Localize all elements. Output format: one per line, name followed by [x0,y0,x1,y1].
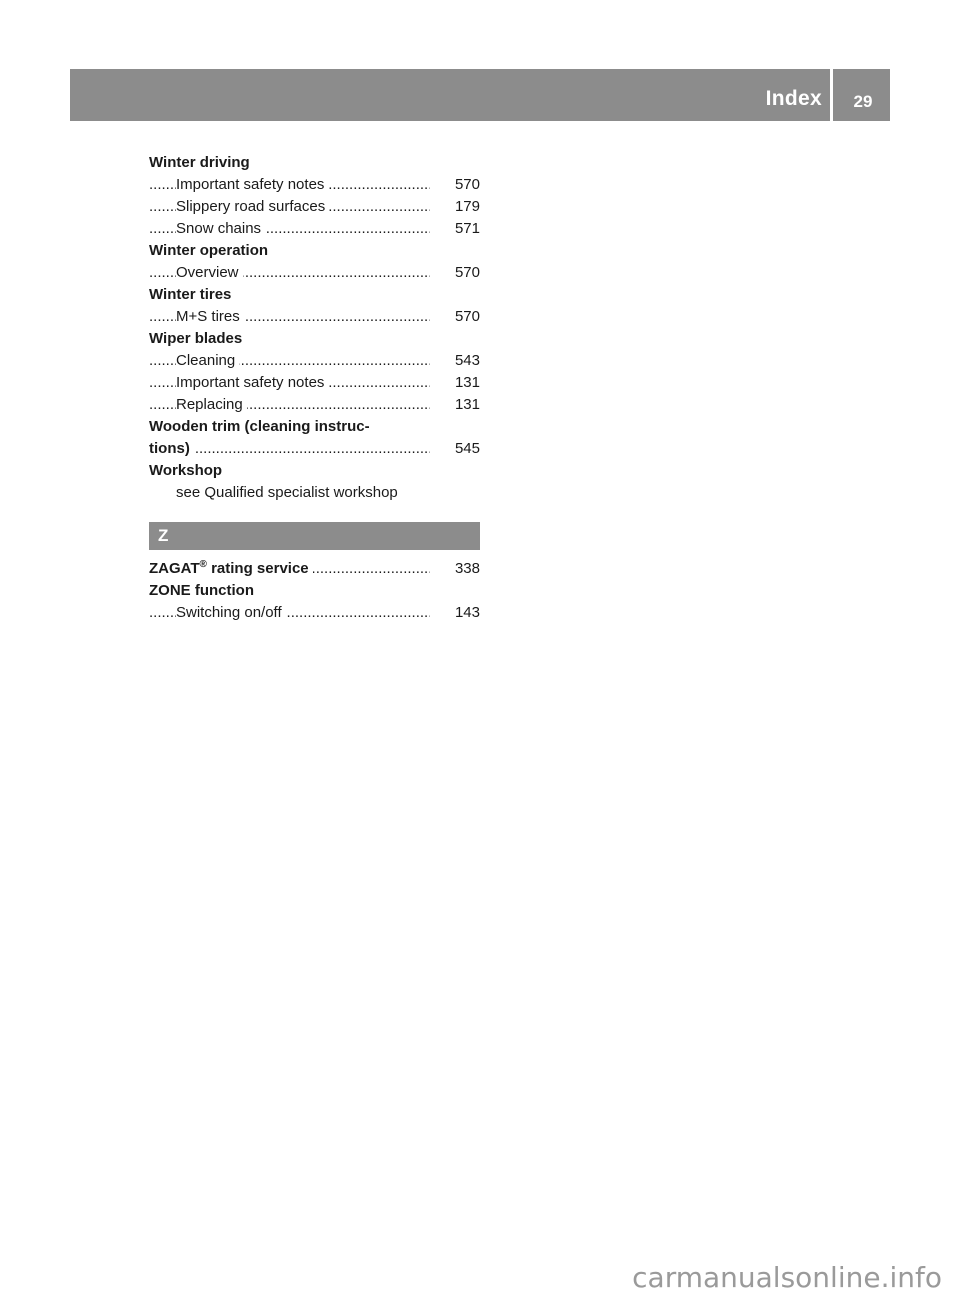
index-entry [149,558,480,580]
registered-mark: ® [199,559,207,570]
page-reference: 543 [434,350,480,372]
index-subentry [149,306,480,328]
index-entry [149,240,480,262]
page-number: 29 [853,92,873,111]
page-reference: 570 [434,262,480,284]
entry-label: Important safety notes [176,374,328,391]
entry-label: ZONE function [149,582,258,599]
section-title: Index [765,87,822,110]
page-reference: 131 [434,372,480,394]
page-reference: 570 [434,174,480,196]
header-divider [830,69,833,121]
page-header [70,69,890,121]
index-entry [149,152,480,174]
entry-label: Switching on/off [176,604,286,621]
watermark: carmanualsonline.info [632,1261,942,1294]
entry-label: Winter driving [149,154,254,171]
index-subentry [149,350,480,372]
index-entry [149,460,480,482]
page-reference: 570 [434,306,480,328]
index-subentry [149,174,480,196]
index-column [149,152,480,624]
page-reference: 179 [434,196,480,218]
entry-label: Important safety notes [176,176,328,193]
entry-label: M+S tires [176,308,244,325]
index-entry [149,416,480,438]
index-subentry [149,196,480,218]
page-reference: 545 [434,438,480,460]
index-entry [149,438,480,460]
entry-label: tions) [149,440,194,457]
index-entry [149,328,480,350]
page-reference: 131 [434,394,480,416]
entry-label: see Qualified specialist workshop [176,484,402,501]
entry-label: Wiper blades [149,330,246,347]
index-entry [149,284,480,306]
entry-label: Slippery road surfaces [176,198,329,215]
page-reference: 338 [434,558,480,580]
entry-label: Replacing [176,396,247,413]
entry-label: Snow chains [176,220,265,237]
entry-label: ZAGAT® rating service [149,560,313,577]
entry-label-rest: rating service [206,560,309,577]
page-reference: 571 [434,218,480,240]
letter-heading-z: Z [149,522,480,550]
page-reference: 143 [434,602,480,624]
index-list-w [149,152,480,504]
entry-label: Winter tires [149,286,235,303]
index-list-z [149,558,480,624]
entry-label: Workshop [149,462,226,479]
index-subentry [149,372,480,394]
entry-label: Cleaning [176,352,239,369]
index-subentry [149,602,480,624]
index-subentry [149,482,480,504]
entry-label: Overview [176,264,243,281]
index-subentry [149,262,480,284]
entry-label: Wooden trim (cleaning instruc- [149,418,374,435]
index-entry [149,580,480,602]
entry-label: Winter operation [149,242,272,259]
index-subentry [149,394,480,416]
index-subentry [149,218,480,240]
